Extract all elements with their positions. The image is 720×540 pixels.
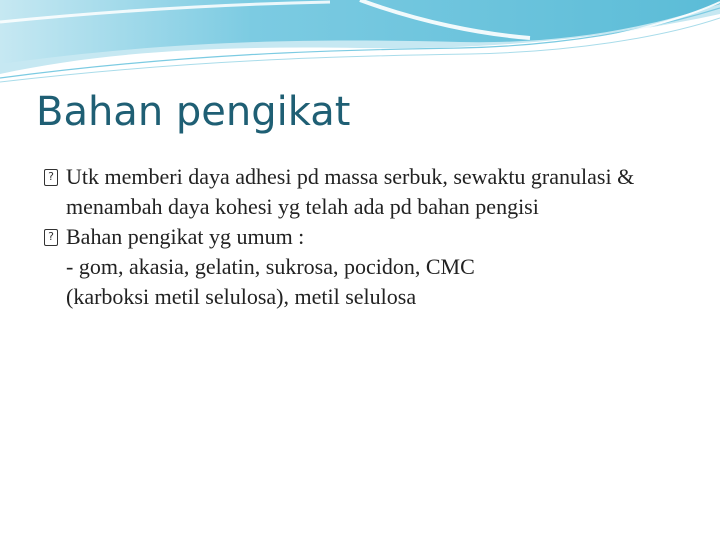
- bullet-item: [44, 222, 684, 312]
- bullet-text: Utk memberi daya adhesi pd massa serbuk, sewaktu granulasi & menambah daya kohesi yg telah ada pd bahan pengisi: [66, 164, 635, 219]
- bullet-sub-line: (karboksi metil selulosa), metil selulosa: [66, 284, 417, 309]
- slide-title: Bahan pengikat: [36, 89, 351, 135]
- slide-body: [44, 162, 684, 312]
- bullet-sub-line: - gom, akasia, gelatin, sukrosa, pocidon, CMC: [66, 254, 475, 279]
- bullet-item: [44, 162, 684, 222]
- header-wave-decoration: [0, 0, 720, 90]
- bullet-text: Bahan pengikat yg umum :: [66, 224, 305, 249]
- unknown-glyph-bullet-icon: ?: [44, 229, 58, 246]
- unknown-glyph-bullet-icon: ?: [44, 169, 58, 186]
